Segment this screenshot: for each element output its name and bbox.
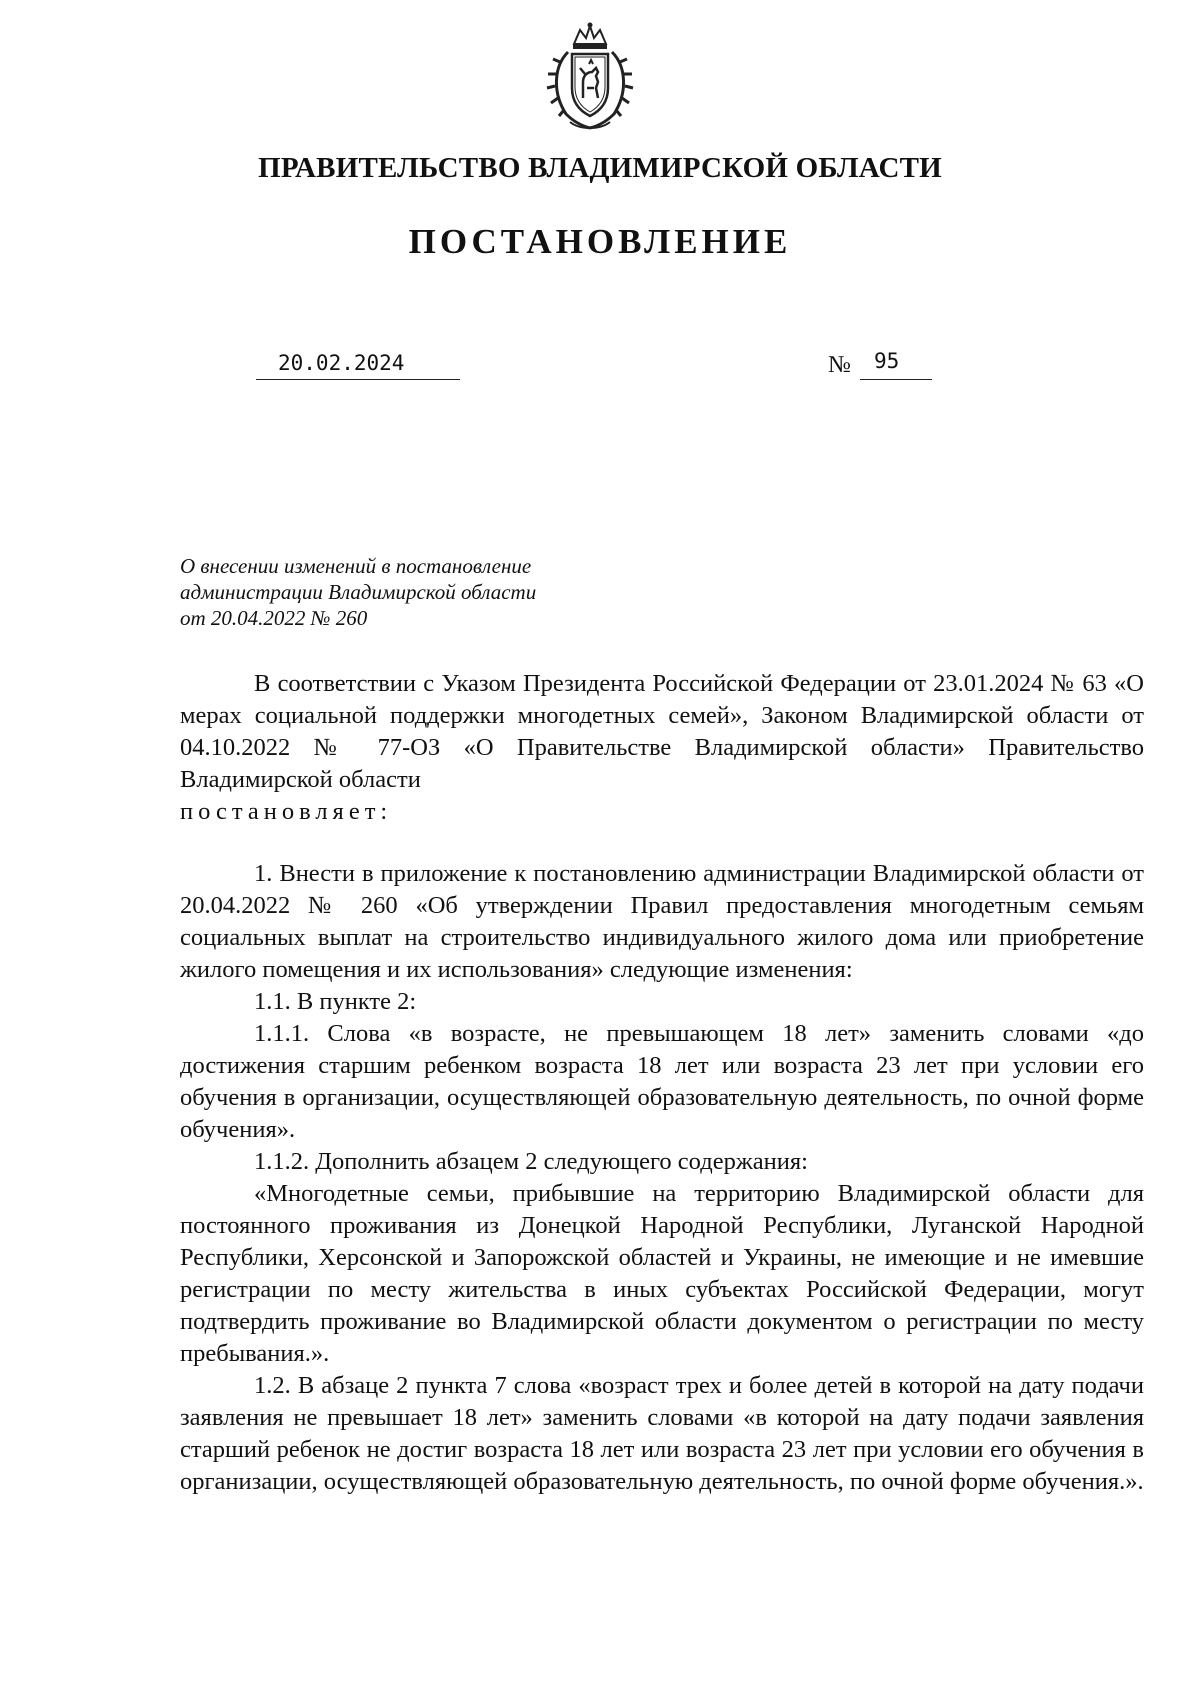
preamble-paragraph: В соответствии с Указом Президента Российской Федерации от 23.01.2024 № 63 «О мерах социальной поддержки многодетных семей», Законом Владимирской области от 04.10.2022 № 77-ОЗ «О Правительстве Владимирской области» Правительство Владимирской области bbox=[180, 670, 1144, 793]
document-date: 20.02.2024 bbox=[256, 350, 460, 380]
coat-of-arms-icon bbox=[540, 22, 640, 132]
resolution-word: постановляет: bbox=[180, 798, 393, 825]
item-paragraph: 1.2. В абзаце 2 пункта 7 слова «возраст трех и более детей в которой на дату подачи заявления не превышает 18 лет» заменить словами «в которой на дату подачи заявления старший ребенок не достиг возраста 18 лет или возраста 23 лет при условии его обучения в организации, осуществляющей образовательную деятельность, по очной форме обучения.». bbox=[180, 1372, 1144, 1495]
organization-title: ПРАВИТЕЛЬСТВО ВЛАДИМИРСКОЙ ОБЛАСТИ bbox=[258, 152, 942, 184]
document-number: 95 bbox=[860, 350, 932, 380]
document-body bbox=[180, 668, 1144, 1498]
subject-line: О внесении изменений в постановление bbox=[180, 554, 532, 578]
paragraph-gap bbox=[180, 828, 1144, 858]
number-label: № bbox=[828, 352, 851, 378]
subject-line: от 20.04.2022 № 260 bbox=[180, 606, 368, 630]
subject-line: администрации Владимирской области bbox=[180, 580, 537, 604]
item-paragraph: 1.1. В пункте 2: bbox=[254, 988, 417, 1015]
item-paragraph: 1.1.1. Слова «в возрасте, не превышающем 18 лет» заменить словами «до достижения старшим ребенком возраста 18 лет или возраста 23 лет при условии его обучения в организации, осуществляющей образовательную деятельность, по очной форме обучения». bbox=[180, 1020, 1144, 1143]
document-type-title: ПОСТАНОВЛЕНИЕ bbox=[408, 222, 792, 261]
item-paragraph: 1. Внести в приложение к постановлению администрации Владимирской области от 20.04.2022 № 260 «Об утверждении Правил предоставления многодетным семьям социальных выплат на строительство индивидуального жилого дома или приобретение жилого помещения и их использования» следующие изменения: bbox=[180, 860, 1144, 983]
document-subject bbox=[180, 553, 630, 631]
item-paragraph: 1.1.2. Дополнить абзацем 2 следующего содержания: bbox=[254, 1148, 808, 1175]
item-paragraph: «Многодетные семьи, прибывшие на территорию Владимирской области для постоянного проживания из Донецкой Народной Республики, Луганской Народной Республики, Херсонской и Запорожской областей и Украины, не имеющие и не имевшие регистрации по месту жительства в иных субъектах Российской Федерации, могут подтвердить проживание во Владимирской области документом о регистрации по месту пребывания.». bbox=[180, 1180, 1144, 1367]
